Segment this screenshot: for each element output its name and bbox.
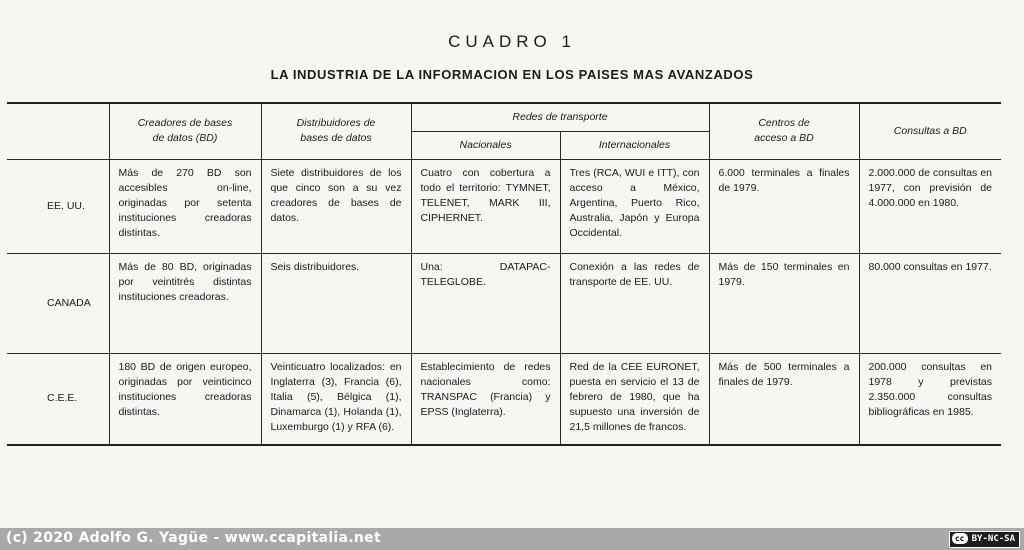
creadores-cell: Más de 270 BD son accesibles on-line, originadas por setenta instituciones creadoras distintas. <box>109 159 261 253</box>
information-industry-table <box>7 102 1001 446</box>
consultas-cell: 2.000.000 de consultas en 1977, con previsión de 4.000.000 en 1980. <box>859 159 1001 253</box>
license-badge[interactable] <box>949 531 1020 548</box>
distribuidores-cell: Veinticuatro localizados: en Inglaterra (3), Francia (6), Italia (5), Bélgica (1), Dinamarca (1), Holanda (1), Luxemburgo (1) y RFA (6). <box>261 353 411 445</box>
internacionales-cell: Red de la CEE EURONET, puesta en servicio el 13 de febrero de 1980, que ha supuesto una inversión de 21,5 millones de francos. <box>560 353 709 445</box>
nacionales-cell: Cuatro con cobertura a todo el territorio: TYMNET, TELENET, MARK III, CIPHERNET. <box>411 159 560 253</box>
header-nacionales: Nacionales <box>411 131 560 159</box>
header-redes: Redes de transporte <box>411 103 709 131</box>
consultas-cell: 200.000 consultas en 1978 y previstas 2.350.000 consultas bibliográficas en 1985. <box>859 353 1001 445</box>
header-consultas: Consultas a BD <box>859 103 1001 159</box>
table-header-row <box>7 103 1001 131</box>
copyright-text: (c) 2020 Adolfo G. Yagüe - www.ccapitalia.net <box>6 530 381 546</box>
creative-commons-icon: cc <box>952 533 968 544</box>
centros-cell: 6.000 terminales a finales de 1979. <box>709 159 859 253</box>
header-internacionales: Internacionales <box>560 131 709 159</box>
header-centros: Centros de acceso a BD <box>709 103 859 159</box>
nacionales-cell: Una: DATAPAC-TELEGLOBE. <box>411 253 560 353</box>
header-creadores: Creadores de bases de datos (BD) <box>109 103 261 159</box>
table-row <box>7 159 1001 253</box>
internacionales-cell: Conexión a las redes de transporte de EE. UU. <box>560 253 709 353</box>
document-subtitle: LA INDUSTRIA DE LA INFORMACION EN LOS PAISES MAS AVANZADOS <box>270 67 754 82</box>
country-cell: CANADA <box>7 253 109 353</box>
consultas-cell: 80.000 consultas en 1977. <box>859 253 1001 353</box>
document-title: CUADRO 1 <box>448 32 576 51</box>
header-distribuidores: Distribuidores de bases de datos <box>261 103 411 159</box>
centros-cell: Más de 500 terminales a finales de 1979. <box>709 353 859 445</box>
table-row <box>7 253 1001 353</box>
country-cell: EE. UU. <box>7 159 109 253</box>
creadores-cell: 180 BD de origen europeo, originadas por veinticinco instituciones creadoras distintas. <box>109 353 261 445</box>
nacionales-cell: Establecimiento de redes nacionales como: TRANSPAC (Francia) y EPSS (Inglaterra). <box>411 353 560 445</box>
centros-cell: Más de 150 terminales en 1979. <box>709 253 859 353</box>
internacionales-cell: Tres (RCA, WUI e ITT), con acceso a México, Argentina, Puerto Rico, Australia, Japón y Europa Occidental. <box>560 159 709 253</box>
copyright-footer <box>0 528 1024 550</box>
license-label: BY-NC-SA <box>971 534 1015 544</box>
table-row <box>7 353 1001 445</box>
country-cell: C.E.E. <box>7 353 109 445</box>
distribuidores-cell: Seis distribuidores. <box>261 253 411 353</box>
distribuidores-cell: Siete distribuidores de los que cinco son a su vez creadores de bases de datos. <box>261 159 411 253</box>
header-country <box>7 103 109 159</box>
creadores-cell: Más de 80 BD, originadas por veintitrés distintas instituciones creadoras. <box>109 253 261 353</box>
